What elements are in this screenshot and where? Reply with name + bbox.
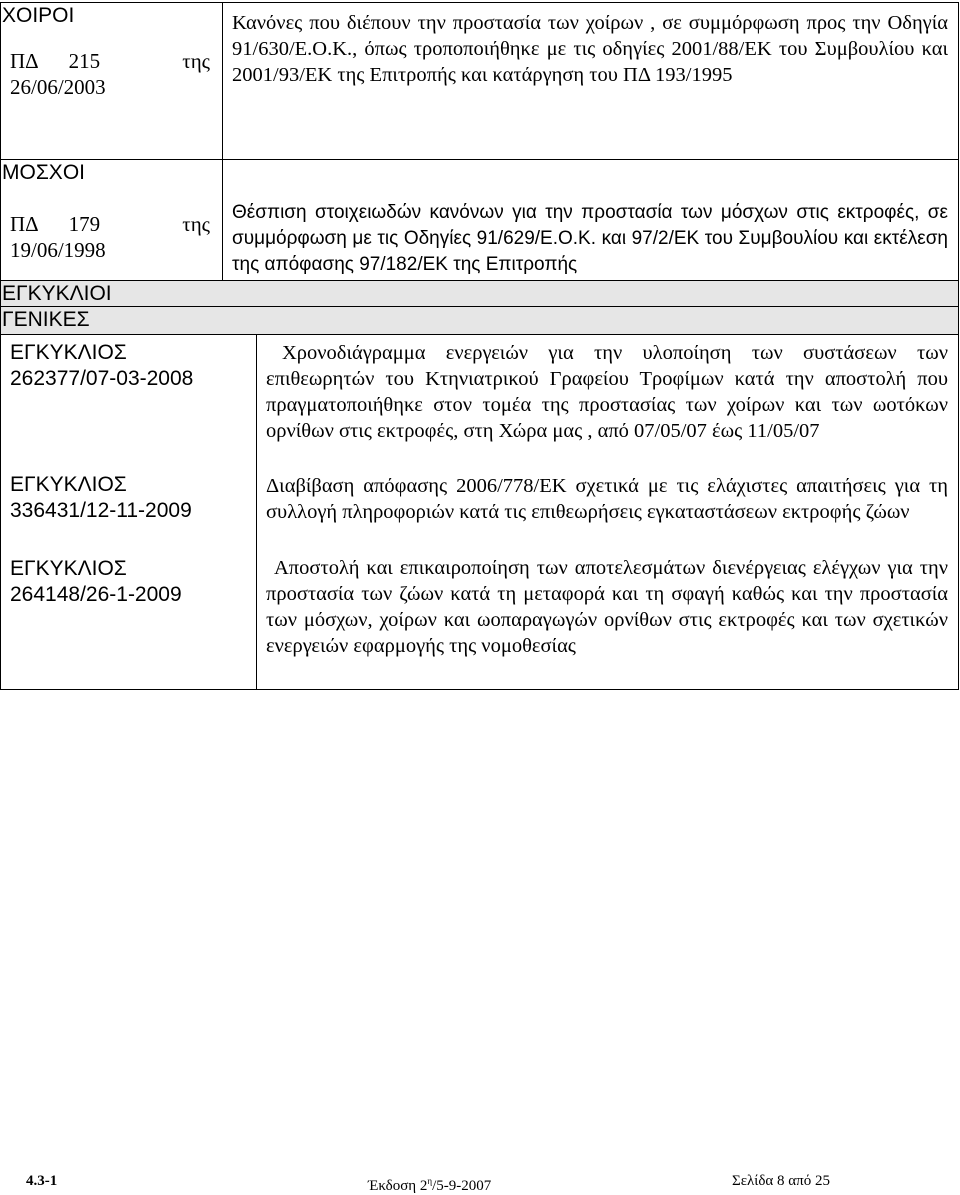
doc-code: 4.3-1	[26, 1173, 58, 1189]
law-of: της	[182, 212, 210, 236]
circular-number: 336431/12-11-2009	[10, 499, 192, 522]
circular-description-3: Αποστολή και επικαιροποίηση των αποτελεσμάτων διενέργειας ελέγχων για την προστασία των ζώων κατά τη μεταφορά και τη σφαγή καθώς και την προστασία των μόσχων, χοίρων και ωοπαραγωγών ορνίθων στις εκτροφές και των σχετικών ενεργειών εφαρμογής της νομοθεσίας	[266, 557, 948, 657]
row-divider-choiroi	[0, 159, 959, 160]
circular-label: ΕΓΚΥΚΛΙΟΣ	[10, 473, 127, 496]
edition: Έκδοση $2^\eta/5-9-2007$	[368, 1176, 492, 1194]
section-header-label: ΧΟΙΡΟΙ	[2, 4, 75, 27]
circular-description-2: Διαβίβαση απόφασης 2006/778/ΕΚ σχετικά με τις ελάχιστες απαιτήσεις για τη συλλογή πληροφοριών κατά τις επιθεωρήσεις εγκαταστάσεων εκτροφής ζώων	[266, 475, 948, 523]
page-number: Σελίδα 8 από 25	[732, 1173, 830, 1189]
circular-label: ΕΓΚΥΚΛΙΟΣ	[10, 557, 127, 580]
law-number: 215	[68, 49, 101, 73]
column-divider-top	[222, 2, 223, 280]
section-header-moschoi	[0, 159, 222, 189]
section-header-choiroi	[0, 2, 222, 34]
table-border-right	[958, 2, 959, 690]
table-border-left	[0, 2, 1, 690]
law-number: 179	[68, 212, 101, 236]
section-header-egkyklioi	[0, 280, 958, 307]
section-subheader-label: ΓΕΝΙΚΕΣ	[2, 308, 90, 331]
law-type: ΠΔ	[10, 49, 39, 73]
table-border-top	[0, 2, 959, 3]
column-divider-bottom	[256, 335, 257, 690]
table-border-bottom	[0, 689, 959, 690]
law-of: της	[182, 49, 210, 73]
law-date: 26/06/2003	[10, 75, 106, 99]
circular-ref-2	[10, 472, 210, 524]
law-type: ΠΔ	[10, 212, 39, 236]
circular-ref-1	[10, 340, 210, 392]
law-date: 19/06/1998	[10, 238, 106, 262]
page-footer	[0, 1172, 960, 1192]
section-header-label: ΜΟΣΧΟΙ	[2, 161, 85, 184]
law-reference-moschoi	[10, 211, 210, 263]
circular-label: ΕΓΚΥΚΛΙΟΣ	[10, 341, 127, 364]
section-header-label: ΕΓΚΥΚΛΙΟΙ	[2, 282, 112, 305]
description-choiroi: Κανόνες που διέπουν την προστασία των χοίρων , σε συμμόρφωση προς την Οδηγία 91/630/Ε.Ο.Κ., όπως τροποποιήθηκε με τις οδηγίες 2001/88/ΕΚ του Συμβουλίου και 2001/93/ΕΚ της Επιτροπής και κατάργηση του ΠΔ 193/1995	[232, 12, 948, 86]
description-moschoi: Θέσπιση στοιχειωδών κανόνων για την προστασία των μόσχων στις εκτροφές, σε συμμόρφωση με τις Οδηγίες 91/629/Ε.Ο.Κ. και 97/2/ΕΚ του Συμβουλίου και εκτέλεση της απόφασης 97/182/ΕΚ της Επιτροπής	[232, 202, 948, 275]
circular-number: 262377/07-03-2008	[10, 367, 194, 390]
circular-ref-3	[10, 556, 210, 608]
circular-description-1: Χρονοδιάγραμμα ενεργειών για την υλοποίηση των συστάσεων των επιθεωρητών του Κτηνιατρικού Γραφείου Τροφίμων κατά την αποστολή που πραγματοποιήθηκε στον τομέα της προστασίας των χοίρων και των ωοτόκων ορνίθων στις εκτροφές, στη Χώρα μας , από 07/05/07 έως 11/05/07	[266, 342, 948, 442]
law-reference-choiroi	[10, 48, 210, 100]
section-subheader-genikes	[0, 307, 958, 335]
circular-number: 264148/26-1-2009	[10, 583, 182, 606]
